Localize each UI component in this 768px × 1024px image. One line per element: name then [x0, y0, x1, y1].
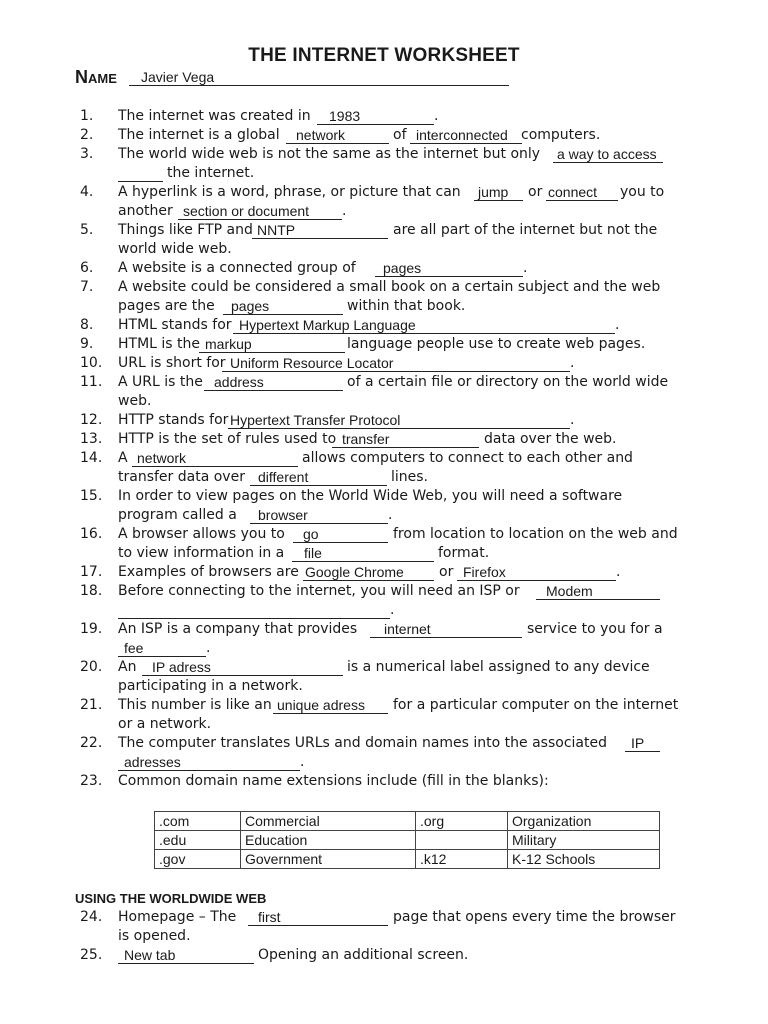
question-line	[0, 525, 768, 544]
question-line	[0, 715, 768, 734]
answer-text: interconnected	[416, 127, 508, 143]
question-line	[0, 487, 768, 506]
table-cell[interactable]: .com	[155, 812, 241, 831]
question-text: HTML is the	[118, 336, 201, 352]
answer-blank[interactable]	[457, 565, 616, 581]
question-number: 13.	[80, 431, 103, 447]
question-line	[0, 582, 768, 601]
answer-text: browser	[258, 507, 308, 523]
question-line	[0, 696, 768, 715]
question-text: The world wide web is not the same as the internet but only	[118, 146, 541, 162]
question-line	[0, 639, 768, 658]
answer-text: IP adress	[152, 659, 211, 675]
question-line	[0, 183, 768, 202]
answer-text: 1983	[329, 108, 361, 124]
answer-text: IP	[631, 735, 645, 751]
question-text: computers.	[521, 127, 601, 143]
table-cell[interactable]: Education	[241, 831, 416, 850]
question-line	[0, 946, 768, 965]
question-text: of a certain file or directory on the world wide	[347, 374, 669, 390]
question-line	[0, 316, 768, 335]
question-number: 1.	[80, 108, 94, 124]
answer-text: file	[304, 545, 322, 561]
answer-text: section or document	[183, 203, 310, 219]
table-cell[interactable]: .k12	[416, 850, 508, 869]
answer-text: different	[258, 469, 309, 485]
answer-blank[interactable]	[332, 432, 479, 448]
question-line	[0, 240, 768, 259]
question-line	[0, 221, 768, 240]
question-text: .	[570, 412, 575, 428]
name-row	[75, 67, 215, 89]
question-text: A website could be considered a small book on a certain subject and the web	[118, 279, 661, 295]
question-text: program called a	[118, 507, 237, 523]
answer-blank[interactable]	[273, 698, 388, 714]
table-cell[interactable]	[416, 831, 508, 850]
question-number: 10.	[80, 355, 103, 371]
answer-blank[interactable]	[248, 910, 388, 926]
question-text: An ISP is a company that provides	[118, 621, 358, 637]
question-text: A URL is the	[118, 374, 203, 390]
answer-blank[interactable]	[118, 603, 390, 619]
table-cell[interactable]: .edu	[155, 831, 241, 850]
question-number: 24.	[80, 909, 103, 925]
question-text: .	[342, 203, 347, 219]
question-line	[0, 927, 768, 946]
answer-blank[interactable]	[293, 527, 388, 543]
question-number: 14.	[80, 450, 103, 466]
answer-text: jump	[478, 184, 509, 200]
question-line	[0, 677, 768, 696]
question-text: .	[434, 108, 439, 124]
answer-blank[interactable]	[303, 565, 434, 581]
question-number: 2.	[80, 127, 94, 143]
table-row	[155, 812, 660, 831]
question-text: page that opens every time the browser	[393, 909, 676, 925]
question-number: 3.	[80, 146, 94, 162]
question-number: 18.	[80, 583, 103, 599]
question-number: 6.	[80, 260, 94, 276]
answer-blank[interactable]	[118, 755, 300, 771]
answer-blank[interactable]	[317, 109, 434, 125]
question-text: This number is like an	[118, 697, 272, 713]
question-line	[0, 354, 768, 373]
answer-blank[interactable]	[546, 185, 618, 201]
answer-text: Hypertext Markup Language	[239, 317, 416, 333]
question-line	[0, 449, 768, 468]
question-text: the internet.	[167, 165, 255, 181]
question-text: URL is short for	[118, 355, 226, 371]
answer-text: first	[258, 909, 281, 925]
answer-text: Firefox	[463, 564, 506, 580]
answer-text: a way to access	[557, 146, 657, 162]
answer-text: Modem	[546, 583, 593, 599]
question-text: In order to view pages on the World Wide Web, you will need a software	[118, 488, 623, 504]
question-text: transfer data over	[118, 469, 245, 485]
answer-text: NNTP	[257, 222, 296, 238]
question-number: 8.	[80, 317, 94, 333]
question-line	[0, 753, 768, 772]
answer-text: Hypertext Transfer Protocol	[230, 412, 401, 428]
question-text: .	[300, 754, 305, 770]
question-text: from location to location on the web and	[393, 526, 678, 542]
question-text: data over the web.	[484, 431, 617, 447]
question-text: HTTP is the set of rules used to	[118, 431, 337, 447]
question-line	[0, 601, 768, 620]
answer-blank[interactable]	[625, 736, 660, 752]
name-value: Javier Vega	[141, 69, 215, 85]
answer-text: transfer	[342, 431, 390, 447]
question-number: 23.	[80, 773, 103, 789]
question-text: Common domain name extensions include (fill in the blanks):	[118, 773, 549, 789]
question-text: is opened.	[118, 928, 191, 944]
answer-text: New tab	[124, 947, 176, 963]
question-line	[0, 411, 768, 430]
question-text: A browser allows you to	[118, 526, 285, 542]
question-text: lines.	[391, 469, 429, 485]
table-cell[interactable]: Government	[241, 850, 416, 869]
question-text: participating in a network.	[118, 678, 303, 694]
question-number: 9.	[80, 336, 94, 352]
answer-blank[interactable]	[222, 356, 570, 372]
question-line	[0, 563, 768, 582]
table-cell[interactable]: .gov	[155, 850, 241, 869]
question-number: 19.	[80, 621, 103, 637]
question-line	[0, 908, 768, 927]
question-text: Examples of browsers are	[118, 564, 299, 580]
question-line	[0, 335, 768, 354]
question-text: The internet is a global	[118, 127, 280, 143]
answer-blank[interactable]	[142, 660, 343, 676]
question-line	[0, 772, 768, 791]
answer-blank[interactable]	[410, 128, 522, 144]
answer-blank[interactable]	[233, 318, 615, 334]
question-text: of	[393, 127, 407, 143]
question-text: A	[118, 450, 128, 466]
question-text: or	[528, 184, 543, 200]
question-text: .	[570, 355, 575, 371]
answer-blank[interactable]	[286, 128, 389, 144]
question-text: you to	[620, 184, 665, 200]
question-text: HTTP stands for	[118, 412, 229, 428]
question-text: HTML stands for	[118, 317, 232, 333]
answer-text: Uniform Resource Locator	[230, 355, 394, 371]
question-line	[0, 734, 768, 753]
question-text: to view information in a	[118, 545, 285, 561]
answer-blank[interactable]	[118, 948, 254, 964]
answer-text: adresses	[124, 754, 181, 770]
answer-blank[interactable]	[536, 584, 660, 600]
question-text: pages are the	[118, 298, 215, 314]
question-text: are all part of the internet but not the	[393, 222, 658, 238]
table-cell[interactable]: Military	[508, 831, 660, 850]
question-text: .	[206, 640, 211, 656]
question-text: or a network.	[118, 716, 212, 732]
question-line	[0, 164, 768, 183]
table-cell[interactable]: Commercial	[241, 812, 416, 831]
question-text: The internet was created in	[118, 108, 311, 124]
answer-text: network	[296, 127, 346, 143]
question-text: service to you for a	[527, 621, 663, 637]
question-number: 5.	[80, 222, 94, 238]
question-text: or	[439, 564, 454, 580]
question-text: The computer translates URLs and domain names into the associated	[118, 735, 607, 751]
answer-text: markup	[205, 336, 252, 352]
question-line	[0, 468, 768, 487]
answer-text: network	[137, 450, 187, 466]
question-text: A hyperlink is a word, phrase, or picture that can	[118, 184, 461, 200]
question-line	[0, 658, 768, 677]
domain-extensions-table	[154, 811, 660, 869]
answer-blank[interactable]	[375, 261, 523, 277]
question-line	[0, 259, 768, 278]
question-line	[0, 392, 768, 411]
question-number: 25.	[80, 947, 103, 963]
answer-blank[interactable]	[370, 622, 522, 638]
section-heading: USING THE WORLDWIDE WEB	[75, 891, 267, 906]
question-line	[0, 620, 768, 639]
question-line	[0, 126, 768, 145]
answer-blank[interactable]	[118, 166, 163, 182]
question-text: world wide web.	[118, 241, 232, 257]
question-text: .	[388, 507, 393, 523]
question-line	[0, 145, 768, 164]
answer-blank[interactable]	[250, 470, 387, 486]
answer-text: internet	[384, 621, 431, 637]
question-number: 4.	[80, 184, 94, 200]
worksheet-title: THE INTERNET WORKSHEET	[248, 45, 520, 66]
question-line	[0, 107, 768, 126]
question-text: web.	[118, 393, 152, 409]
question-text: is a numerical label assigned to any device	[347, 659, 650, 675]
answer-blank[interactable]	[228, 413, 570, 429]
question-text: Before connecting to the internet, you will need an ISP or	[118, 583, 520, 599]
question-text: another	[118, 203, 173, 219]
answer-text: pages	[231, 298, 270, 314]
question-number: 21.	[80, 697, 103, 713]
question-text: .	[615, 317, 620, 333]
question-number: 20.	[80, 659, 103, 675]
question-number: 22.	[80, 735, 103, 751]
answer-blank[interactable]	[204, 375, 343, 391]
question-number: 12.	[80, 412, 103, 428]
question-number: 7.	[80, 279, 94, 295]
answer-blank[interactable]	[250, 508, 388, 524]
question-text: format.	[438, 545, 490, 561]
answer-blank[interactable]	[118, 641, 206, 657]
question-line	[0, 202, 768, 221]
question-text: allows computers to connect to each other and	[302, 450, 633, 466]
answer-blank[interactable]	[553, 147, 663, 163]
answer-text: address	[214, 374, 264, 390]
question-text: for a particular computer on the internet	[393, 697, 679, 713]
answer-text: go	[303, 526, 319, 542]
name-field[interactable]	[129, 67, 509, 86]
question-text: within that book.	[347, 298, 466, 314]
question-text: .	[390, 602, 395, 618]
answer-blank[interactable]	[292, 546, 434, 562]
question-line	[0, 278, 768, 297]
table-row	[155, 850, 660, 869]
question-line	[0, 373, 768, 392]
name-label: Name	[75, 67, 117, 87]
question-line	[0, 430, 768, 449]
answer-blank[interactable]	[132, 451, 298, 467]
question-text: .	[616, 564, 621, 580]
question-line	[0, 506, 768, 525]
question-text: An	[118, 659, 137, 675]
question-number: 17.	[80, 564, 103, 580]
answer-text: unique adress	[277, 697, 365, 713]
answer-text: Google Chrome	[305, 564, 404, 580]
question-text: Homepage – The	[118, 909, 237, 925]
answer-blank[interactable]	[223, 299, 343, 315]
table-cell[interactable]: .org	[416, 812, 508, 831]
question-text: .	[523, 260, 528, 276]
question-text: Things like FTP and	[118, 222, 253, 238]
table-cell[interactable]: K-12 Schools	[508, 850, 660, 869]
answer-blank[interactable]	[474, 185, 523, 201]
answer-text: connect	[548, 184, 598, 200]
question-text: language people use to create web pages.	[347, 336, 646, 352]
answer-blank[interactable]	[178, 204, 342, 220]
table-cell[interactable]: Organization	[508, 812, 660, 831]
question-text: A website is a connected group of	[118, 260, 356, 276]
question-line	[0, 544, 768, 563]
answer-blank[interactable]	[199, 337, 345, 353]
question-number: 11.	[80, 374, 103, 390]
question-number: 15.	[80, 488, 103, 504]
question-line	[0, 297, 768, 316]
answer-text: pages	[383, 260, 422, 276]
question-text: Opening an additional screen.	[258, 947, 469, 963]
question-number: 16.	[80, 526, 103, 542]
table-row	[155, 831, 660, 850]
answer-text: fee	[124, 640, 144, 656]
answer-blank[interactable]	[252, 223, 388, 239]
